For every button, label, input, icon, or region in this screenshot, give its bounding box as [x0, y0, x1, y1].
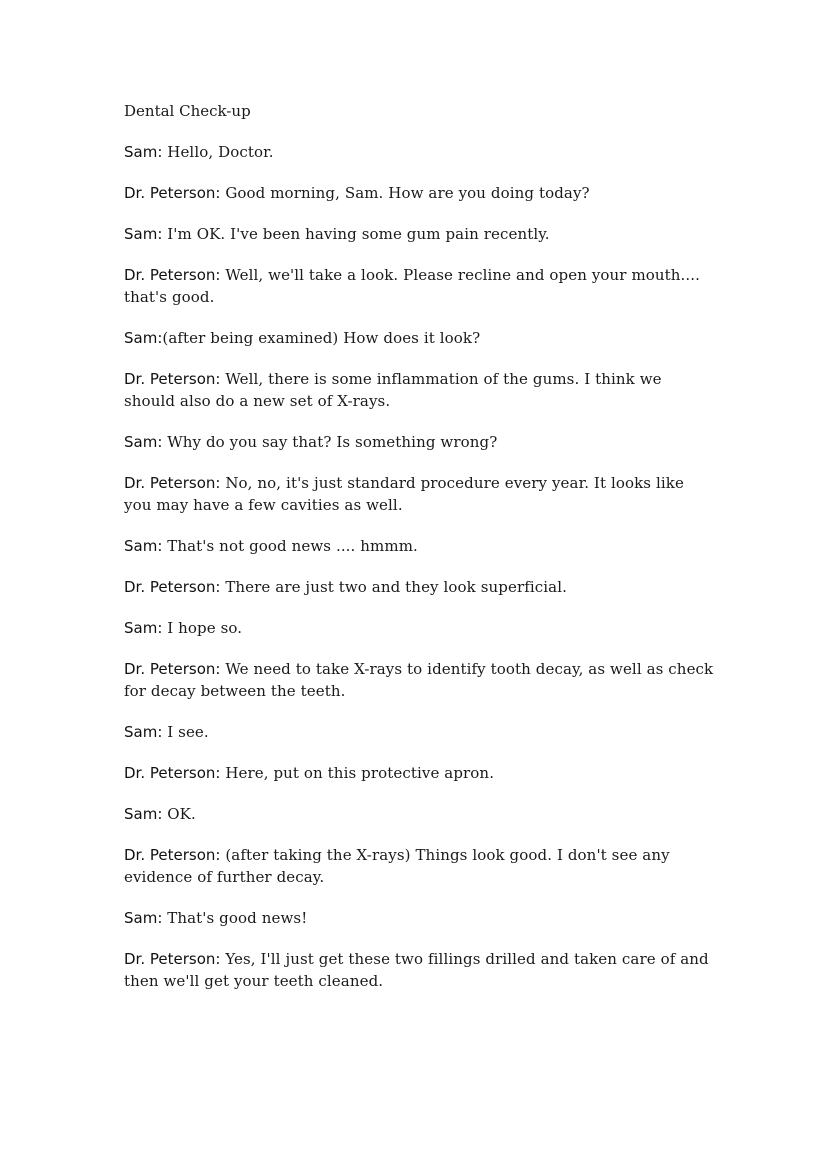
- dialogue-turn: [124, 182, 714, 204]
- speech-text: Why do you say that? Is something wrong?: [162, 433, 498, 451]
- document-title: Dental Check-up: [124, 102, 251, 120]
- speech-text: Hello, Doctor.: [162, 143, 274, 161]
- speech-text: Well, we'll take a look. Please recline and open your mouth.... that's good.: [124, 266, 701, 306]
- speaker-name: Dr. Peterson:: [124, 846, 221, 864]
- speaker-name: Sam:: [124, 619, 163, 637]
- dialogue-turn: [124, 472, 714, 516]
- dialogue-turn: [124, 762, 714, 784]
- dialogue-turn: [124, 223, 714, 245]
- document-page: [124, 100, 714, 1011]
- speaker-name: Sam:: [124, 805, 163, 823]
- dialogue-turn: [124, 617, 714, 639]
- dialogue-turn: [124, 327, 714, 349]
- dialogue-turn: [124, 431, 714, 453]
- dialogue-turn: [124, 535, 714, 557]
- speech-text: That's good news!: [162, 909, 308, 927]
- dialogue: [124, 141, 714, 992]
- speaker-name: Dr. Peterson:: [124, 660, 221, 678]
- speaker-name: Dr. Peterson:: [124, 578, 221, 596]
- speaker-name: Dr. Peterson:: [124, 184, 221, 202]
- speech-text: Well, there is some inflammation of the gums. I think we should also do a new set of X-rays.: [124, 370, 662, 410]
- speaker-name: Sam:: [124, 723, 163, 741]
- speaker-name: Dr. Peterson:: [124, 950, 221, 968]
- speech-text: (after taking the X-rays) Things look good. I don't see any evidence of further decay.: [124, 846, 670, 886]
- speech-text: Yes, I'll just get these two fillings drilled and taken care of and then we'll get your teeth cleaned.: [124, 950, 709, 990]
- speech-text: There are just two and they look superficial.: [220, 578, 567, 596]
- dialogue-turn: [124, 264, 714, 308]
- dialogue-turn: [124, 658, 714, 702]
- speaker-name: Dr. Peterson:: [124, 266, 221, 284]
- speaker-name: Dr. Peterson:: [124, 474, 221, 492]
- dialogue-turn: [124, 948, 714, 992]
- speech-text: I hope so.: [162, 619, 243, 637]
- speaker-name: Dr. Peterson:: [124, 370, 221, 388]
- speaker-name: Dr. Peterson:: [124, 764, 221, 782]
- speech-text: Here, put on this protective apron.: [220, 764, 495, 782]
- speaker-name: Sam:: [124, 537, 163, 555]
- speech-text: Good morning, Sam. How are you doing today?: [220, 184, 590, 202]
- dialogue-turn: [124, 141, 714, 163]
- dialogue-turn: [124, 907, 714, 929]
- speech-text: That's not good news .... hmmm.: [162, 537, 418, 555]
- speech-text: I see.: [162, 723, 209, 741]
- speech-text: I'm OK. I've been having some gum pain recently.: [162, 225, 550, 243]
- speaker-name: Sam:: [124, 225, 163, 243]
- speech-text: No, no, it's just standard procedure every year. It looks like you may have a few cavities as well.: [124, 474, 684, 514]
- speaker-name: Sam:: [124, 329, 163, 347]
- dialogue-turn: [124, 844, 714, 888]
- speech-text: We need to take X-rays to identify tooth decay, as well as check for decay between the teeth.: [124, 660, 714, 700]
- speech-text: (after being examined) How does it look?: [162, 329, 481, 347]
- speaker-name: Sam:: [124, 909, 163, 927]
- dialogue-turn: [124, 576, 714, 598]
- speaker-name: Sam:: [124, 143, 163, 161]
- speaker-name: Sam:: [124, 433, 163, 451]
- speech-text: OK.: [162, 805, 196, 823]
- dialogue-turn: [124, 721, 714, 743]
- dialogue-turn: [124, 368, 714, 412]
- dialogue-turn: [124, 803, 714, 825]
